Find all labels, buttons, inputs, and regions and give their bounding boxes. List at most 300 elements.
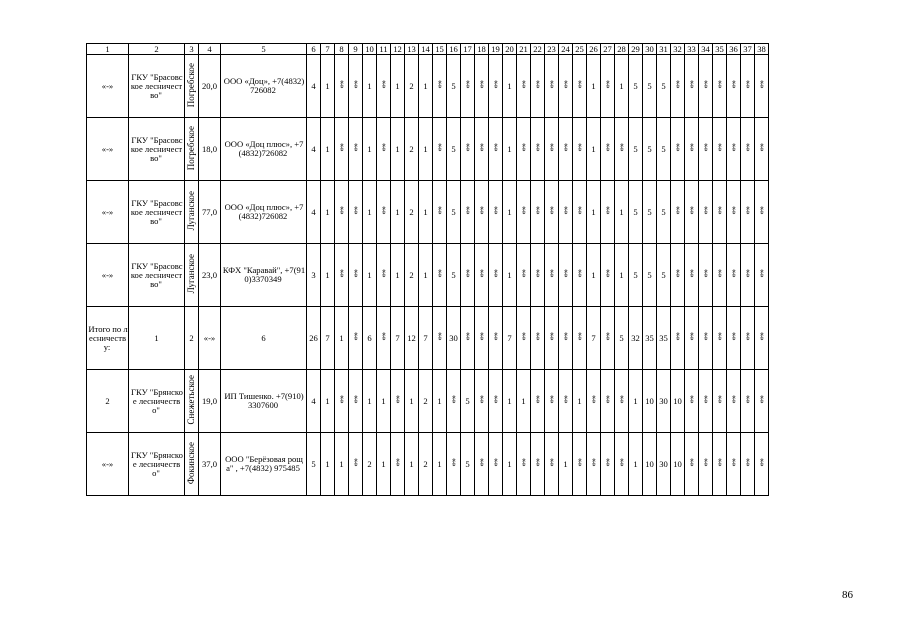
value-cell-text: «-»	[547, 270, 556, 278]
value-cell-text: «-»	[533, 81, 542, 89]
value-cell-text: «-»	[547, 207, 556, 215]
header-cell: 26	[587, 44, 601, 55]
value-cell	[545, 55, 559, 118]
value-cell	[517, 55, 531, 118]
value-cell-text: «-»	[477, 270, 486, 278]
value-cell	[601, 181, 615, 244]
header-cell: 23	[545, 44, 559, 55]
header-cell: 38	[755, 44, 769, 55]
value-cell	[741, 433, 755, 496]
value-cell	[475, 370, 489, 433]
district-cell-text: Фокинское	[186, 441, 196, 485]
value-cell-text: «-»	[561, 333, 570, 341]
value-cell-text: «-»	[533, 270, 542, 278]
district-cell	[185, 181, 199, 244]
forestry-name-cell-text: ГКУ "Брасовское лесничество"	[130, 71, 183, 100]
header-cell: 20	[503, 44, 517, 55]
value-cell-text: 10	[645, 395, 654, 406]
value-cell	[699, 118, 713, 181]
value-cell	[545, 181, 559, 244]
value-cell-text: «-»	[743, 459, 752, 467]
value-cell-text: 1	[633, 395, 638, 406]
value-cell	[531, 181, 545, 244]
value-cell-text: 1	[381, 458, 386, 469]
header-cell: 16	[447, 44, 461, 55]
value-cell	[447, 307, 461, 370]
value-cell-text: «-»	[757, 144, 766, 152]
value-cell	[419, 181, 433, 244]
row-number-cell	[87, 244, 129, 307]
value-cell	[461, 370, 475, 433]
value-cell	[321, 244, 335, 307]
value-cell-text: «-»	[715, 459, 724, 467]
value-cell	[419, 433, 433, 496]
value-cell-text: «-»	[491, 459, 500, 467]
value-cell-text: «-»	[435, 270, 444, 278]
value-cell	[461, 244, 475, 307]
header-cell: 37	[741, 44, 755, 55]
value-cell-text: «-»	[519, 459, 528, 467]
value-cell-text: «-»	[729, 459, 738, 467]
forestry-name-cell-text: ГКУ "Брасовское лесничество"	[130, 197, 183, 226]
value-cell-text: «-»	[435, 144, 444, 152]
value-cell-text: 4	[311, 395, 316, 406]
value-cell	[727, 433, 741, 496]
value-cell	[559, 118, 573, 181]
district-cell	[185, 307, 199, 370]
value-cell	[755, 181, 769, 244]
header-cell: 11	[377, 44, 391, 55]
value-cell	[335, 244, 349, 307]
value-cell-text: «-»	[519, 207, 528, 215]
value-cell	[517, 307, 531, 370]
value-cell-text: «-»	[729, 333, 738, 341]
value-cell	[349, 118, 363, 181]
value-cell	[475, 433, 489, 496]
value-cell	[377, 433, 391, 496]
tenant-cell	[221, 433, 307, 496]
value-cell	[699, 55, 713, 118]
value-cell-text: «-»	[757, 396, 766, 404]
header-cell: 15	[433, 44, 447, 55]
value-cell-text: «-»	[603, 396, 612, 404]
forestry-name-cell-text: ГКУ "Брасовское лесничество"	[130, 260, 183, 289]
header-cell: 8	[335, 44, 349, 55]
value-cell-text: «-»	[477, 81, 486, 89]
value-cell-text: «-»	[449, 396, 458, 404]
value-cell	[629, 118, 643, 181]
value-cell-text: «-»	[701, 81, 710, 89]
value-cell-text: «-»	[379, 333, 388, 341]
value-cell-text: «-»	[701, 333, 710, 341]
value-cell	[727, 244, 741, 307]
value-cell-text: 1	[325, 143, 330, 154]
value-cell-text: «-»	[687, 81, 696, 89]
value-cell	[391, 370, 405, 433]
value-cell-text: «-»	[589, 459, 598, 467]
value-cell-text: 1	[423, 80, 428, 91]
header-cell: 27	[601, 44, 615, 55]
value-cell-text: «-»	[491, 333, 500, 341]
district-cell-text: Луганское	[186, 254, 196, 294]
forestry-name-cell	[129, 307, 185, 370]
value-cell	[405, 370, 419, 433]
value-cell-text: «-»	[575, 333, 584, 341]
header-cell: 30	[643, 44, 657, 55]
value-cell	[615, 181, 629, 244]
value-cell	[475, 307, 489, 370]
forestry-name-cell-text: ГКУ "Брянское лесничество"	[131, 386, 183, 415]
value-cell	[587, 181, 601, 244]
header-cell: 4	[199, 44, 221, 55]
value-cell	[349, 433, 363, 496]
value-cell-text: 1	[423, 269, 428, 280]
value-cell	[615, 307, 629, 370]
row-number-cell-text: «-»	[101, 269, 114, 280]
tenant-cell-text: ИП Тишенко. +7(910) 3307600	[224, 391, 304, 410]
value-cell	[601, 55, 615, 118]
value-cell	[755, 370, 769, 433]
value-cell	[657, 244, 671, 307]
tenant-cell-text: 6	[261, 332, 266, 343]
value-cell	[671, 181, 685, 244]
value-cell	[363, 55, 377, 118]
value-cell	[363, 433, 377, 496]
value-cell	[713, 370, 727, 433]
value-cell-text: «-»	[603, 144, 612, 152]
value-cell	[727, 118, 741, 181]
district-cell	[185, 55, 199, 118]
tenant-cell	[221, 307, 307, 370]
header-cell: 14	[419, 44, 433, 55]
header-cell: 35	[713, 44, 727, 55]
value-cell-text: 1	[325, 395, 330, 406]
value-cell	[727, 370, 741, 433]
value-cell-text: «-»	[603, 333, 612, 341]
value-cell	[433, 370, 447, 433]
value-cell-text: 1	[325, 458, 330, 469]
value-cell	[657, 118, 671, 181]
row-number-cell	[87, 307, 129, 370]
value-cell-text: 5	[647, 206, 652, 217]
value-cell-text: 5	[465, 458, 470, 469]
value-cell	[699, 433, 713, 496]
tenant-cell-text: КФХ "Каравай", +7(910)3370349	[222, 265, 306, 284]
value-cell	[475, 244, 489, 307]
header-cell: 2	[129, 44, 185, 55]
value-cell	[545, 118, 559, 181]
value-cell-text: «-»	[575, 81, 584, 89]
value-cell	[741, 181, 755, 244]
district-cell	[185, 370, 199, 433]
value-cell	[601, 244, 615, 307]
value-cell-text: 1	[591, 80, 596, 91]
value-cell-text: 1	[395, 80, 400, 91]
district-cell-text: Луганское	[186, 191, 196, 231]
value-cell-text: «-»	[715, 207, 724, 215]
value-cell-text: 1	[577, 395, 582, 406]
value-cell-text: 30	[659, 395, 668, 406]
value-cell-text: 4	[311, 80, 316, 91]
row-number-cell	[87, 433, 129, 496]
value-cell-text: 7	[591, 332, 596, 343]
value-cell	[405, 55, 419, 118]
value-cell-text: «-»	[743, 207, 752, 215]
value-cell-text: 1	[409, 458, 414, 469]
value-cell-text: «-»	[715, 144, 724, 152]
value-cell	[601, 433, 615, 496]
header-cell: 33	[685, 44, 699, 55]
value-cell-text: «-»	[533, 144, 542, 152]
value-cell-text: 5	[465, 395, 470, 406]
value-cell-text: 5	[619, 332, 624, 343]
value-cell-text: «-»	[561, 396, 570, 404]
value-cell	[685, 244, 699, 307]
value-cell	[405, 244, 419, 307]
header-cell: 9	[349, 44, 363, 55]
value-cell	[475, 55, 489, 118]
value-cell	[629, 181, 643, 244]
value-cell-text: «-»	[589, 396, 598, 404]
value-cell-text: «-»	[757, 459, 766, 467]
value-cell-text: «-»	[491, 207, 500, 215]
value-cell-text: «-»	[547, 459, 556, 467]
value-cell	[349, 370, 363, 433]
tenant-cell	[221, 118, 307, 181]
forestry-name-cell-text: ГКУ "Брянское лесничество"	[131, 449, 183, 478]
value-cell-text: «-»	[351, 207, 360, 215]
value-cell	[517, 181, 531, 244]
value-cell-text: 1	[367, 395, 372, 406]
value-cell-text: 35	[659, 332, 668, 343]
value-cell	[307, 244, 321, 307]
value-cell-text: 1	[423, 206, 428, 217]
row-number-cell-text: «-»	[101, 458, 114, 469]
area-cell	[199, 244, 221, 307]
value-cell	[447, 118, 461, 181]
row-number-cell	[87, 181, 129, 244]
value-cell	[713, 55, 727, 118]
value-cell-text: 1	[381, 395, 386, 406]
value-cell-text: «-»	[757, 81, 766, 89]
value-cell-text: 6	[367, 332, 372, 343]
value-cell-text: «-»	[449, 459, 458, 467]
value-cell-text: 30	[449, 332, 458, 343]
value-cell-text: «-»	[337, 144, 346, 152]
value-cell-text: «-»	[701, 207, 710, 215]
value-cell-text: 1	[395, 206, 400, 217]
value-cell	[615, 433, 629, 496]
value-cell	[363, 244, 377, 307]
table-row	[87, 244, 769, 307]
value-cell	[755, 244, 769, 307]
value-cell	[489, 181, 503, 244]
value-cell	[503, 118, 517, 181]
value-cell-text: «-»	[673, 144, 682, 152]
header-cell: 34	[699, 44, 713, 55]
value-cell	[349, 55, 363, 118]
value-cell	[545, 433, 559, 496]
header-cell: 21	[517, 44, 531, 55]
value-cell-text: 1	[395, 143, 400, 154]
value-cell	[433, 181, 447, 244]
value-cell	[419, 244, 433, 307]
value-cell-text: 1	[619, 206, 624, 217]
value-cell-text: «-»	[701, 144, 710, 152]
value-cell-text: 2	[409, 143, 414, 154]
forestry-name-cell-text: 1	[154, 332, 159, 343]
value-cell-text: «-»	[757, 207, 766, 215]
value-cell-text: 7	[507, 332, 512, 343]
value-cell	[573, 370, 587, 433]
value-cell-text: «-»	[435, 81, 444, 89]
value-cell-text: 1	[437, 395, 442, 406]
value-cell	[587, 244, 601, 307]
value-cell-text: «-»	[351, 333, 360, 341]
value-cell-text: «-»	[701, 396, 710, 404]
value-cell	[335, 181, 349, 244]
value-cell-text: «-»	[729, 270, 738, 278]
header-cell: 19	[489, 44, 503, 55]
value-cell-text: 1	[591, 143, 596, 154]
value-cell	[503, 433, 517, 496]
value-cell	[643, 118, 657, 181]
value-cell-text: «-»	[743, 333, 752, 341]
value-cell-text: «-»	[477, 207, 486, 215]
value-cell-text: 5	[633, 269, 638, 280]
value-cell-text: «-»	[491, 396, 500, 404]
value-cell-text: «-»	[715, 270, 724, 278]
value-cell-text: «-»	[603, 270, 612, 278]
value-cell	[685, 370, 699, 433]
value-cell-text: «-»	[477, 333, 486, 341]
value-cell-text: 5	[311, 458, 316, 469]
forestry-name-cell	[129, 118, 185, 181]
value-cell	[629, 370, 643, 433]
value-cell-text: «-»	[561, 207, 570, 215]
district-cell	[185, 244, 199, 307]
value-cell	[713, 118, 727, 181]
value-cell	[461, 118, 475, 181]
value-cell	[657, 433, 671, 496]
value-cell-text: 1	[423, 143, 428, 154]
header-cell: 5	[221, 44, 307, 55]
value-cell-text: «-»	[491, 270, 500, 278]
value-cell	[587, 118, 601, 181]
tenant-cell	[221, 181, 307, 244]
value-cell-text: «-»	[351, 81, 360, 89]
value-cell	[671, 118, 685, 181]
value-cell-text: 1	[367, 206, 372, 217]
value-cell-text: «-»	[519, 144, 528, 152]
value-cell	[727, 181, 741, 244]
value-cell	[643, 55, 657, 118]
value-cell-text: «-»	[729, 396, 738, 404]
value-cell-text: «-»	[673, 333, 682, 341]
value-cell-text: «-»	[435, 207, 444, 215]
value-cell	[307, 307, 321, 370]
value-cell-text: «-»	[351, 459, 360, 467]
forestry-name-cell-text: ГКУ "Брасовское лесничество"	[130, 134, 183, 163]
value-cell-text: 1	[633, 458, 638, 469]
value-cell	[433, 433, 447, 496]
forestry-name-cell	[129, 433, 185, 496]
value-cell	[657, 181, 671, 244]
value-cell-text: «-»	[351, 144, 360, 152]
value-cell	[503, 244, 517, 307]
row-number-cell-text: 2	[105, 395, 110, 406]
value-cell-text: «-»	[757, 270, 766, 278]
value-cell	[419, 370, 433, 433]
area-cell-text: «-»	[203, 332, 216, 343]
value-cell	[321, 55, 335, 118]
header-cell: 13	[405, 44, 419, 55]
district-cell-text: Погребское	[186, 62, 196, 108]
header-cell: 32	[671, 44, 685, 55]
value-cell	[503, 307, 517, 370]
value-cell-text: «-»	[463, 270, 472, 278]
value-cell-text: 5	[647, 143, 652, 154]
value-cell	[363, 370, 377, 433]
value-cell	[531, 118, 545, 181]
district-cell	[185, 433, 199, 496]
value-cell	[433, 244, 447, 307]
value-cell	[755, 55, 769, 118]
forestry-name-cell	[129, 55, 185, 118]
value-cell	[447, 181, 461, 244]
value-cell	[377, 181, 391, 244]
value-cell	[713, 244, 727, 307]
header-cell: 36	[727, 44, 741, 55]
value-cell	[713, 181, 727, 244]
value-cell-text: «-»	[687, 459, 696, 467]
value-cell-text: 7	[423, 332, 428, 343]
value-cell-text: 1	[563, 458, 568, 469]
value-cell-text: «-»	[561, 144, 570, 152]
value-cell-text: 1	[325, 269, 330, 280]
value-cell	[559, 181, 573, 244]
value-cell-text: «-»	[701, 459, 710, 467]
value-cell	[377, 118, 391, 181]
value-cell	[517, 118, 531, 181]
value-cell	[307, 55, 321, 118]
value-cell	[559, 370, 573, 433]
forestry-name-cell	[129, 370, 185, 433]
value-cell-text: 1	[325, 80, 330, 91]
value-cell-text: «-»	[379, 207, 388, 215]
value-cell-text: «-»	[547, 396, 556, 404]
value-cell	[503, 55, 517, 118]
value-cell	[391, 307, 405, 370]
value-cell-text: 5	[661, 269, 666, 280]
value-cell	[755, 118, 769, 181]
value-cell	[321, 307, 335, 370]
value-cell	[587, 307, 601, 370]
value-cell-text: «-»	[477, 459, 486, 467]
value-cell-text: 32	[631, 332, 640, 343]
value-cell-text: 5	[661, 80, 666, 91]
value-cell-text: «-»	[617, 144, 626, 152]
tenant-cell	[221, 55, 307, 118]
value-cell-text: «-»	[687, 333, 696, 341]
value-cell-text: 1	[619, 80, 624, 91]
value-cell	[699, 244, 713, 307]
header-cell: 31	[657, 44, 671, 55]
value-cell	[377, 307, 391, 370]
header-cell: 29	[629, 44, 643, 55]
value-cell	[643, 433, 657, 496]
value-cell-text: «-»	[533, 459, 542, 467]
